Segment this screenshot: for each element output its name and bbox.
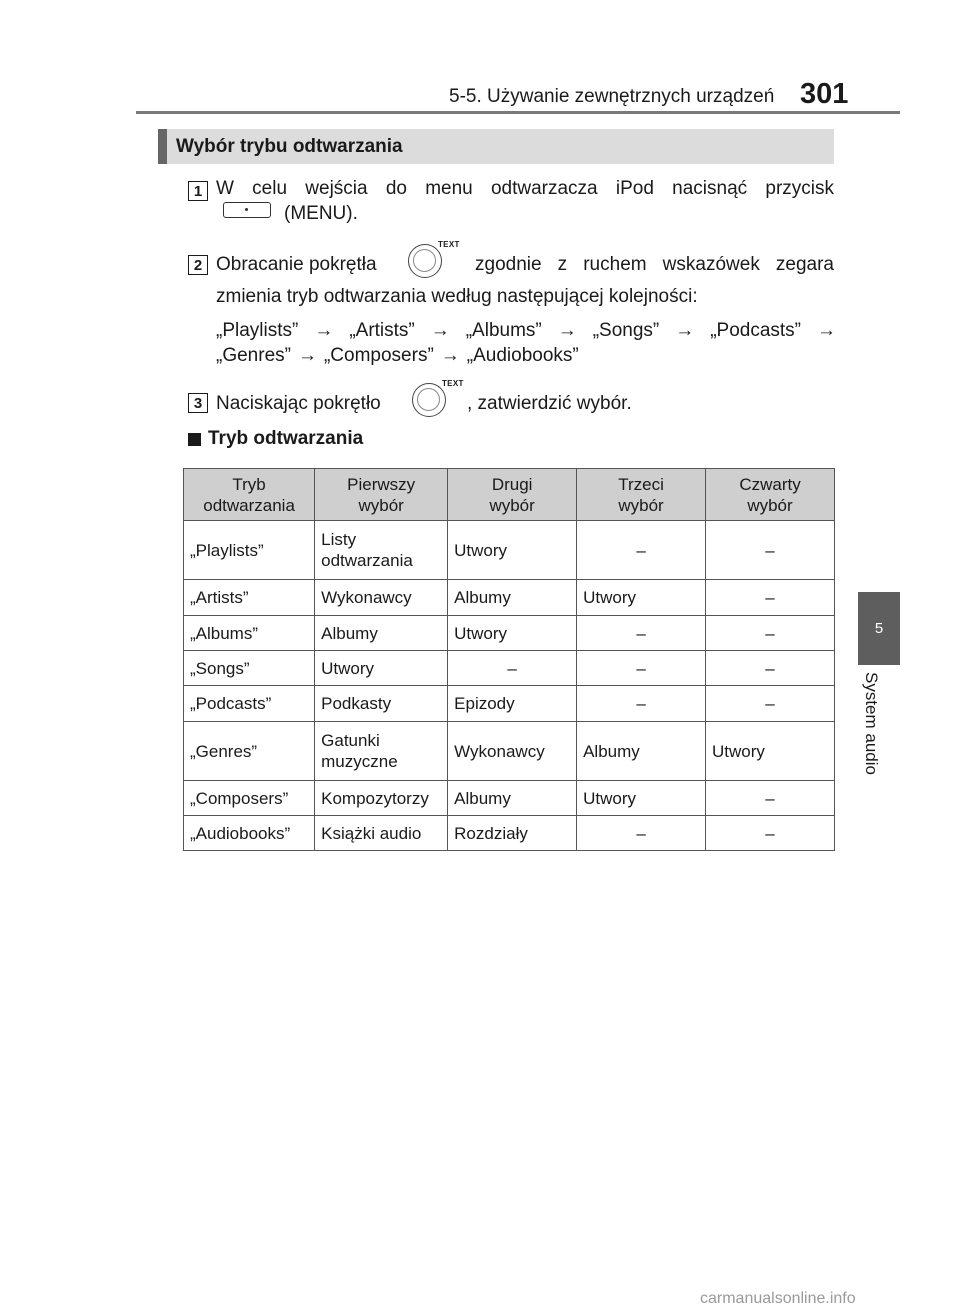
- knob-text-label: TEXT: [438, 240, 460, 249]
- subsection-title: Tryb odtwarzania: [208, 428, 364, 449]
- menu-button-icon: [223, 202, 271, 218]
- subsection-square-icon: [188, 433, 201, 446]
- table-row: [184, 616, 835, 651]
- table-cell: Rozdziały: [448, 816, 577, 851]
- table-cell: –: [448, 651, 577, 686]
- running-header-section: 5-5. Używanie zewnętrznych urządzeń: [449, 86, 775, 107]
- tune-knob-icon: [408, 244, 442, 278]
- table-cell: Podkasty: [315, 686, 448, 722]
- table-row: [184, 686, 835, 722]
- section-heading-bar: [158, 129, 834, 164]
- arrow-icon: →: [817, 320, 836, 341]
- table-row: [184, 722, 835, 781]
- table-header-row: [184, 469, 835, 521]
- sequence-item: „Genres”: [216, 345, 291, 366]
- table-cell: „Playlists”: [184, 521, 315, 580]
- header-rule: [136, 111, 900, 114]
- table-cell: –: [577, 686, 706, 722]
- knob-text-label: TEXT: [442, 379, 464, 388]
- step-1-text-line2: (MENU).: [284, 203, 358, 224]
- table-cell: Utwory: [315, 651, 448, 686]
- table-cell: Utwory: [577, 781, 706, 816]
- sequence-item: „Playlists”: [216, 320, 299, 341]
- table-header-cell: Tryb odtwarzania: [184, 469, 315, 521]
- table-cell: Utwory: [448, 521, 577, 580]
- table-row: [184, 580, 835, 616]
- table-cell: Albumy: [577, 722, 706, 781]
- sequence-item: „Composers”: [323, 345, 434, 366]
- table-cell: Epizody: [448, 686, 577, 722]
- table-cell: Wykonawcy: [448, 722, 577, 781]
- step-2-text-line2: zmienia tryb odtwarzania według następującej kolejności:: [216, 286, 698, 307]
- table-cell: Utwory: [577, 580, 706, 616]
- mode-sequence-line1: [216, 320, 836, 342]
- table-cell: –: [706, 580, 835, 616]
- arrow-icon: →: [557, 320, 577, 341]
- sequence-item: „Albums”: [465, 320, 542, 341]
- table-cell: Utwory: [706, 722, 835, 781]
- table-cell: „Composers”: [184, 781, 315, 816]
- section-heading-accent: [158, 129, 167, 164]
- step-3-text-before-knob: Naciskając pokrętło: [216, 393, 381, 414]
- step-2-text-after-knob: zgodnie z ruchem wskazówek zegara: [475, 254, 834, 275]
- table-cell: „Audiobooks”: [184, 816, 315, 851]
- arrow-icon: →: [675, 320, 695, 341]
- table-cell: Albumy: [448, 781, 577, 816]
- sequence-item: „Songs”: [592, 320, 660, 341]
- table-cell: –: [706, 521, 835, 580]
- arrow-icon: →: [314, 320, 334, 341]
- table-cell: Utwory: [448, 616, 577, 651]
- step-number-1: 1: [188, 181, 208, 201]
- table-cell: Albumy: [448, 580, 577, 616]
- sequence-item: „Audiobooks”: [466, 345, 579, 366]
- table-cell: Gatunki muzyczne: [315, 722, 448, 781]
- playback-mode-table: [183, 468, 835, 851]
- table-header-cell: Pierwszy wybór: [315, 469, 448, 521]
- table-cell: Listy odtwarzania: [315, 521, 448, 580]
- step-2-text-before-knob: Obracanie pokrętła: [216, 254, 377, 275]
- table-cell: „Albums”: [184, 616, 315, 651]
- tune-knob-icon: [412, 383, 446, 417]
- table-cell: Albumy: [315, 616, 448, 651]
- section-heading-title: Wybór trybu odtwarzania: [176, 136, 403, 157]
- page-number: 301: [800, 78, 849, 110]
- tune-knob-inner: [413, 249, 436, 272]
- table-cell: „Podcasts”: [184, 686, 315, 722]
- step-number-2: 2: [188, 255, 208, 275]
- table-header-cell: Trzeci wybór: [577, 469, 706, 521]
- table-cell: „Artists”: [184, 580, 315, 616]
- table-cell: –: [577, 521, 706, 580]
- table-cell: –: [706, 781, 835, 816]
- chapter-tab-title: System audio: [862, 672, 881, 775]
- step-1-text: W celu wejścia do menu odtwarzacza iPod nacisnąć przycisk: [216, 178, 834, 199]
- table-row: [184, 816, 835, 851]
- arrow-icon: →: [430, 320, 450, 341]
- table-cell: –: [706, 686, 835, 722]
- table-header-cell: Drugi wybór: [448, 469, 577, 521]
- arrow-icon: →: [440, 345, 460, 366]
- table-cell: –: [706, 816, 835, 851]
- table-row: [184, 651, 835, 686]
- sequence-item: „Artists”: [349, 320, 415, 341]
- table-cell: Książki audio: [315, 816, 448, 851]
- table-cell: „Genres”: [184, 722, 315, 781]
- chapter-tab-number: 5: [858, 592, 900, 665]
- menu-button-dot: [245, 208, 248, 211]
- watermark: carmanualsonline.info: [700, 1290, 856, 1307]
- sequence-item: „Podcasts”: [710, 320, 802, 341]
- step-number-3: 3: [188, 393, 208, 413]
- table-cell: –: [706, 616, 835, 651]
- table-cell: –: [577, 816, 706, 851]
- arrow-icon: →: [297, 345, 317, 366]
- tune-knob-inner: [417, 388, 440, 411]
- table-cell: Wykonawcy: [315, 580, 448, 616]
- table-cell: „Songs”: [184, 651, 315, 686]
- table-cell: –: [577, 616, 706, 651]
- table-header-cell: Czwarty wybór: [706, 469, 835, 521]
- mode-sequence-line2: [216, 345, 579, 367]
- table-cell: –: [706, 651, 835, 686]
- step-3-text-after-knob: , zatwierdzić wybór.: [467, 393, 632, 414]
- table-row: [184, 781, 835, 816]
- table-row: [184, 521, 835, 580]
- table-cell: –: [577, 651, 706, 686]
- table-cell: Kompozytorzy: [315, 781, 448, 816]
